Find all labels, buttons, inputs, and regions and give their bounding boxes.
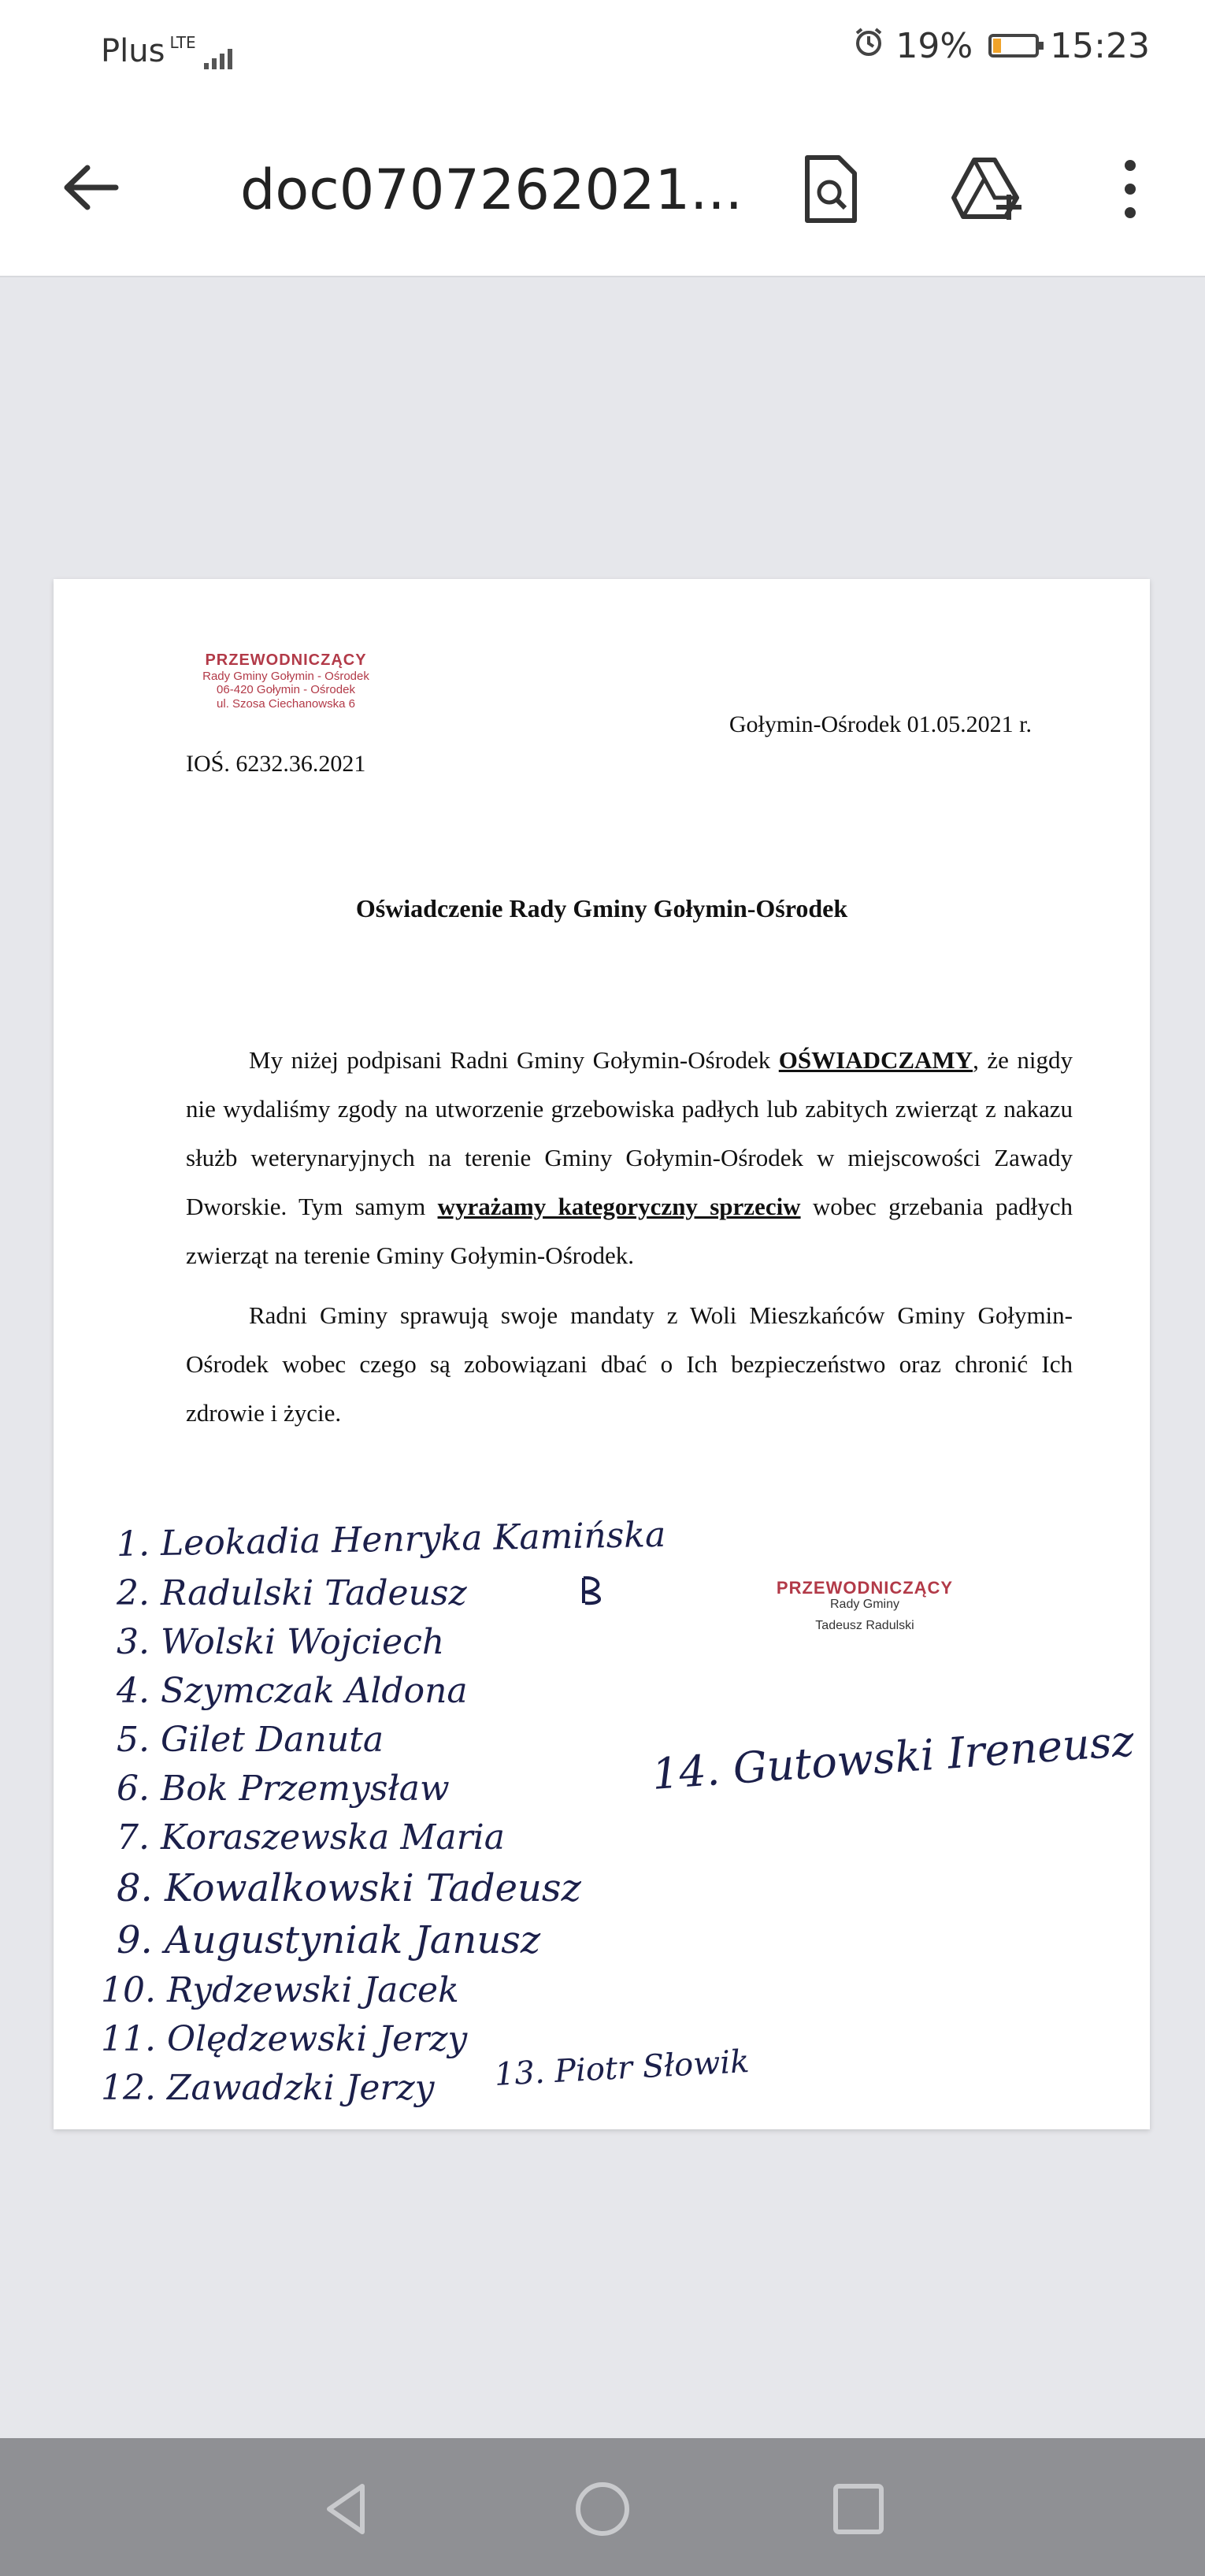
signature: 2. Radulski Tadeusz — [117, 1573, 467, 1613]
back-arrow-icon[interactable] — [55, 156, 126, 219]
alarm-icon — [853, 26, 884, 66]
stamp-line: Rady Gminy Gołymin - Ośrodek — [202, 670, 369, 683]
signature: 9. Augustyniak Janusz — [117, 1918, 541, 1962]
stamp-line: Rady Gminy — [829, 1598, 900, 1612]
more-vert-icon[interactable] — [1091, 150, 1170, 228]
emphasis: OŚWIADCZAMY — [778, 1046, 973, 1074]
nav-back-icon[interactable] — [311, 2474, 382, 2544]
signature: 8. Kowalkowski Tadeusz — [117, 1866, 581, 1910]
document-page — [54, 579, 1150, 2129]
paragraph-2: Radni Gminy sprawują swoje mandaty z Woli Mieszkańców Gminy Gołymin-Ośrodek wobec czego są zobowiązani dbać o Ich bezpieczeństwo oraz chronić Ich zdrowie i życie. — [186, 1301, 1073, 1427]
text: , że nigdy nie wydaliśmy zgody na utworzenie grzebowiska padłych lub zabitych zwierząt z nakazu służb weterynaryjnych na terenie Gminy Gołymin-Ośrodek w miejscowości Zawady Dworskie. Tym samym — [186, 1046, 1073, 1220]
signature: 3. Wolski Wojciech — [117, 1622, 445, 1662]
document-heading: Oświadczenie Rady Gminy Gołymin-Ośrodek — [355, 894, 848, 922]
nav-home-icon[interactable] — [567, 2474, 638, 2544]
reference-number: IOŚ. 6232.36.2021 — [186, 751, 366, 777]
emphasis: wyrażamy kategoryczny sprzeciw — [437, 1193, 801, 1220]
signature: 7. Koraszewska Maria — [117, 1817, 505, 1858]
stamp-name: Tadeusz Radulski — [815, 1618, 914, 1632]
text: My niżej podpisani Radni Gminy Gołymin-Ośrodek — [249, 1046, 779, 1074]
signature: 5. Gilet Danuta — [117, 1720, 384, 1760]
stamp-head: PRZEWODNICZĄCY — [776, 1578, 954, 1598]
stamp-line: ul. Szosa Ciechanowska 6 — [217, 696, 355, 711]
signature: 13. Piotr Słowik — [493, 2043, 751, 2093]
place-date: Gołymin-Ośrodek 01.05.2021 r. — [729, 711, 1032, 737]
signature: 10. Rydzewski Jacek — [101, 1970, 459, 2010]
signature: 14. Gutowski Ireneusz — [650, 1716, 1136, 1799]
signature: 1. Leokadia Henryka Kamińska — [116, 1514, 666, 1565]
status-right — [853, 22, 1150, 69]
signal-icon — [204, 49, 232, 69]
drive-add-icon[interactable] — [949, 150, 1028, 228]
stamp-head: PRZEWODNICZĄCY — [205, 651, 367, 669]
doc-search-icon[interactable] — [792, 150, 870, 228]
signature: 12. Zawadzki Jerzy — [101, 2068, 435, 2108]
signature: 4. Szymczak Aldona — [117, 1671, 468, 1711]
initials-mark — [577, 1573, 612, 1608]
top-bar — [0, 0, 1205, 277]
battery-percent: 19% — [895, 25, 973, 66]
nav-recents-icon[interactable] — [823, 2474, 894, 2544]
network-type: LTE — [169, 33, 196, 52]
signature: 11. Olędzewski Jerzy — [101, 2019, 468, 2059]
stamp-line: 06-420 Gołymin - Ośrodek — [217, 683, 355, 697]
chairman-stamp-bottom — [747, 1578, 983, 1633]
document-title: doc0707262021... — [240, 158, 743, 222]
status-left — [101, 22, 232, 69]
signatures-block — [54, 579, 1150, 2129]
carrier-label: Plus — [101, 33, 165, 69]
signature: 6. Bok Przemysław — [117, 1769, 450, 1809]
text: wobec grzebania padłych zwierząt na terenie Gminy Gołymin-Ośrodek. — [186, 1193, 1073, 1269]
clock: 15:23 — [1050, 25, 1150, 66]
battery-icon — [988, 34, 1039, 58]
navigation-bar — [0, 2438, 1205, 2576]
app-bar — [0, 126, 1205, 244]
